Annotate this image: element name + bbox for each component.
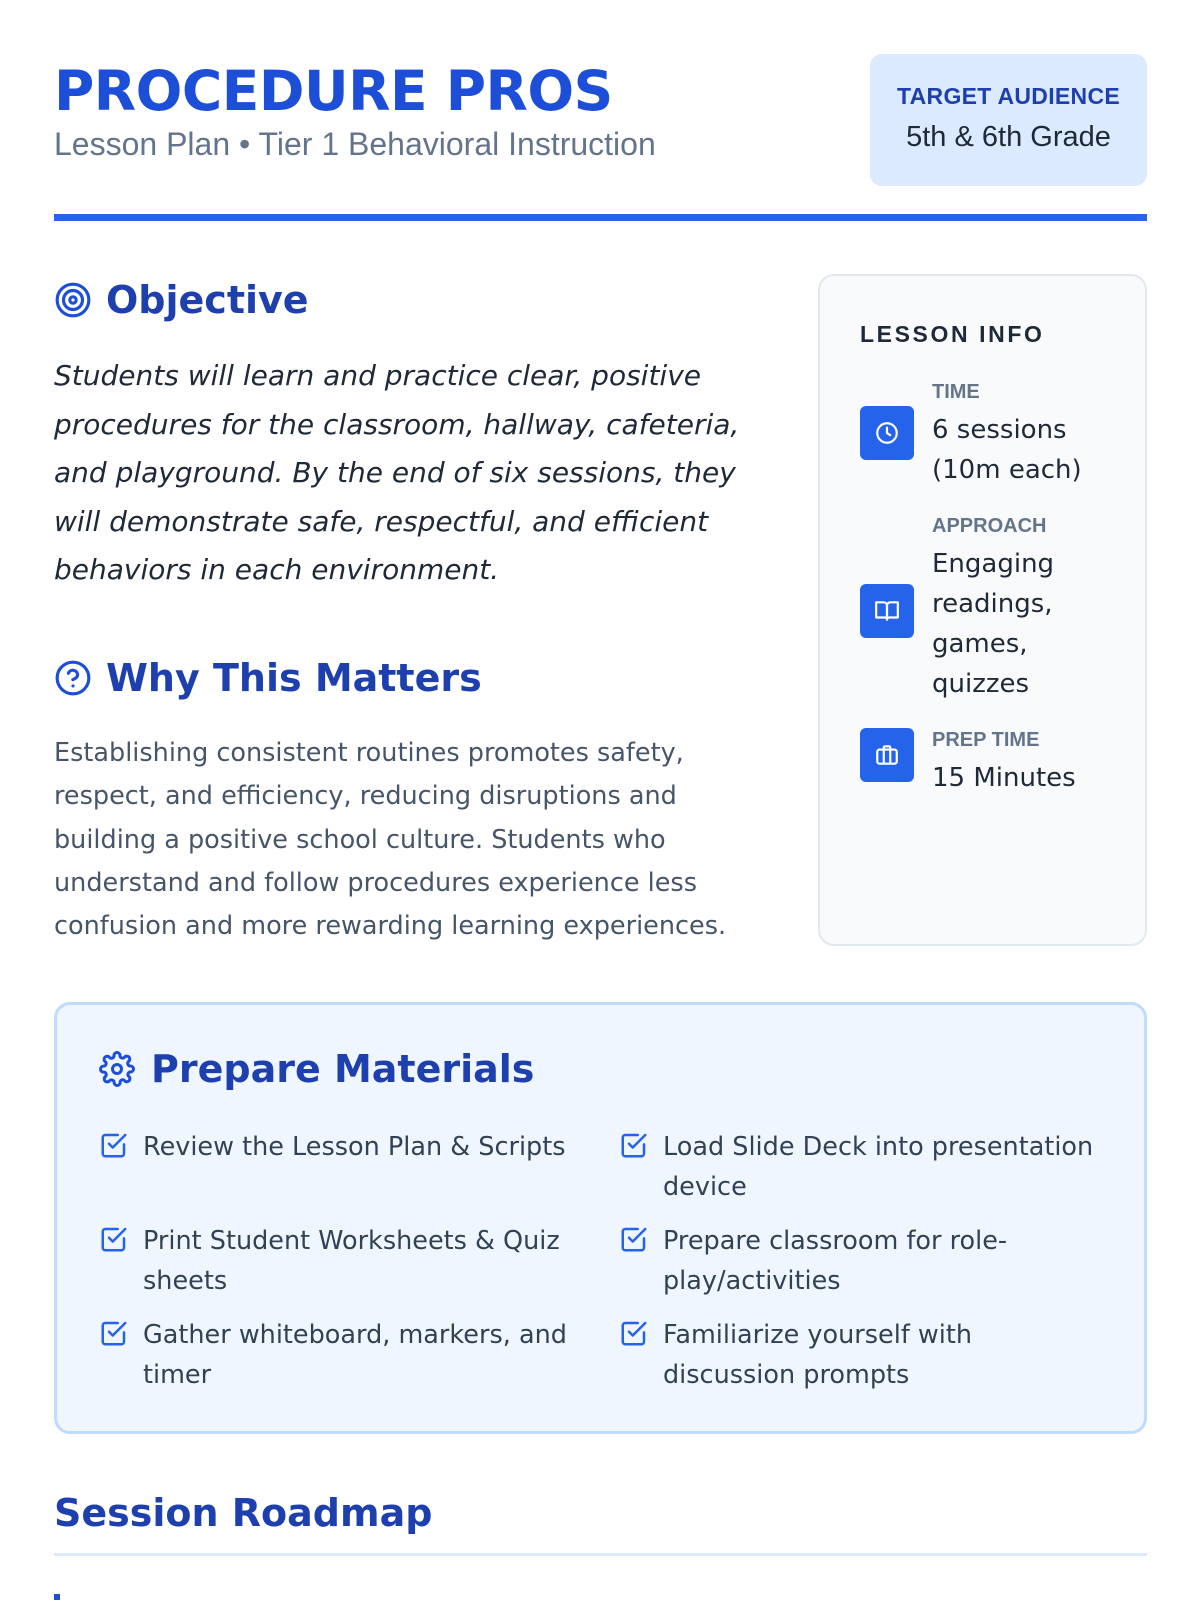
materials-item-text: Review the Lesson Plan & Scripts: [143, 1132, 566, 1162]
materials-title: Prepare Materials: [151, 1047, 535, 1091]
objective-heading: [54, 278, 309, 322]
prepare-materials-panel: [54, 1002, 1147, 1434]
lesson-info-value: Engaging readings, games, quizzes: [932, 549, 1055, 699]
materials-item-text: Prepare classroom for role-play/activities: [663, 1226, 1008, 1296]
materials-item: [619, 1221, 1103, 1301]
roadmap-timeline-marker: [54, 1594, 60, 1600]
checkbox-checked-icon: [619, 1130, 649, 1160]
checkbox-checked-icon: [99, 1318, 129, 1348]
checkbox-checked-icon: [99, 1130, 129, 1160]
objective-title: Objective: [106, 278, 309, 322]
checkbox-checked-icon: [619, 1318, 649, 1348]
lesson-info-label: PREP TIME: [932, 729, 1040, 751]
why-title: Why This Matters: [106, 656, 482, 700]
lesson-plan-page: [54, 0, 1147, 1600]
target-audience-value: 5th & 6th Grade: [906, 121, 1111, 153]
materials-item-text: Print Student Worksheets & Quiz sheets: [143, 1226, 560, 1296]
lesson-info-heading: LESSON INFO: [860, 321, 1045, 347]
materials-item: [99, 1221, 583, 1301]
objective-text: Students will learn and practice clear, positive procedures for the classroom, hallway, cafeteria, and playground. By the end of six sessions, they will demonstrate safe, respectful, and efficient behaviors in each environment.: [54, 359, 740, 586]
materials-item: [99, 1127, 583, 1167]
checkbox-checked-icon: [99, 1224, 129, 1254]
page-header: [54, 52, 1147, 222]
materials-item-text: Load Slide Deck into presentation device: [663, 1132, 1094, 1202]
target-audience-badge: [870, 54, 1147, 186]
target-audience-label: TARGET AUDIENCE: [897, 83, 1120, 109]
why-text: Establishing consistent routines promotes safety, respect, and efficiency, reducing disruptions and building a positive school culture. Students who understand and follow procedures experience less confusion and more rewarding learning experiences.: [54, 738, 727, 942]
page-subtitle: Lesson Plan • Tier 1 Behavioral Instruction: [54, 126, 656, 162]
clock-icon: [860, 406, 914, 460]
lesson-info-time: [860, 380, 1120, 485]
why-heading: [54, 656, 482, 700]
lesson-info-label: APPROACH: [932, 515, 1047, 537]
materials-item-text: Familiarize yourself with discussion prompts: [663, 1320, 973, 1390]
materials-item: [99, 1315, 583, 1395]
materials-item: [619, 1315, 1103, 1395]
book-icon: [860, 584, 914, 638]
briefcase-icon: [860, 728, 914, 782]
question-circle-icon: [54, 659, 92, 697]
header-divider: [54, 214, 1147, 221]
target-icon: [54, 281, 92, 319]
lesson-info-prep-time: [860, 728, 1120, 808]
page-title: PROCEDURE PROS: [54, 59, 613, 123]
checkbox-checked-icon: [619, 1224, 649, 1254]
lesson-info-approach: [860, 514, 1120, 704]
lesson-info-card: [818, 274, 1147, 946]
session-roadmap-title: Session Roadmap: [54, 1491, 433, 1535]
lesson-info-value: 15 Minutes: [932, 763, 1076, 793]
materials-heading: [99, 1047, 534, 1091]
lesson-info-value: 6 sessions (10m each): [932, 415, 1082, 485]
lesson-info-label: TIME: [932, 381, 980, 403]
materials-item: [619, 1127, 1103, 1207]
materials-item-text: Gather whiteboard, markers, and timer: [143, 1320, 567, 1390]
gear-icon: [99, 1051, 135, 1087]
roadmap-divider: [54, 1553, 1147, 1556]
